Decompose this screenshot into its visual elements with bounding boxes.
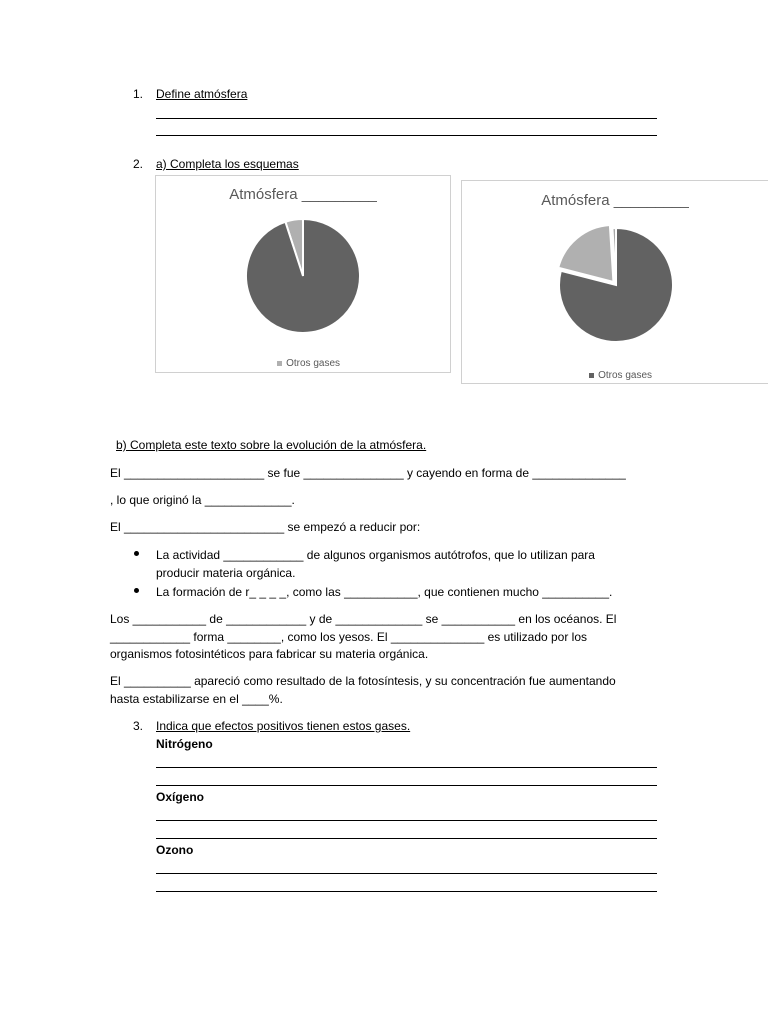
legend-label: Otros gases (286, 358, 341, 369)
paragraph-line: El _____________________ se fue _______________ y cayendo en forma de ______________ (110, 466, 626, 480)
legend-label: Otros gases (598, 370, 653, 381)
q2-number: 2. (133, 157, 144, 171)
paragraph-line: hasta estabilizarse en el ____%. (110, 692, 283, 706)
paragraph-line: Los ___________ de ____________ y de _____________ se ___________ en los océanos. El (110, 612, 617, 626)
answer-line (156, 820, 657, 821)
pie-slice (246, 219, 360, 333)
answer-line (156, 873, 657, 874)
bullet (134, 588, 139, 593)
gas-label-ozono: Ozono (156, 843, 194, 857)
pie-2-slices (558, 225, 673, 342)
q3-number: 3. (133, 719, 144, 733)
chart-legend (462, 359, 768, 392)
bullet-text: La formación de r_ _ _ _, como las ___________, que contienen mucho __________. (156, 585, 613, 599)
q1-number: 1. (133, 87, 144, 101)
pie-chart-1 (155, 175, 451, 373)
chart-title: Atmósfera _________ (541, 192, 689, 209)
answer-line (156, 767, 657, 768)
paragraph-line: El __________ apareció como resultado de la fotosíntesis, y su concentración fue aumentando (110, 674, 616, 688)
gas-label-oxigeno: Oxígeno (156, 790, 205, 804)
answer-line (156, 891, 657, 892)
q1-title: Define atmósfera (156, 87, 248, 101)
paragraph-line: organismos fotosintéticos para fabricar su materia orgánica. (110, 647, 429, 661)
answer-line (156, 135, 657, 136)
bullet (134, 551, 139, 556)
paragraph-line: , lo que originó la _____________. (110, 493, 295, 507)
q2-title: a) Completa los esquemas (156, 157, 299, 171)
partb-title: b) Completa este texto sobre la evolución de la atmósfera. (116, 438, 427, 452)
paragraph-line: El ________________________ se empezó a reducir por: (110, 520, 421, 534)
answer-line (156, 785, 657, 786)
bullet-text: producir materia orgánica. (156, 566, 296, 580)
answer-line (156, 838, 657, 839)
legend-swatch (589, 373, 594, 378)
bullet-text: La actividad ____________ de algunos organismos autótrofos, que lo utilizan para (156, 548, 595, 562)
q3-title: Indica que efectos positivos tienen estos gases. (156, 719, 411, 733)
pie-chart-2 (461, 180, 768, 384)
pie-1-slices (246, 219, 360, 333)
paragraph-line: ____________ forma ________, como los yesos. El ______________ es utilizado por los (110, 630, 588, 644)
gas-label-nitrogeno: Nitrógeno (156, 737, 213, 751)
chart-legend (156, 347, 450, 380)
legend-swatch (277, 361, 282, 366)
answer-line (156, 118, 657, 119)
pie-chart-2-plot (462, 181, 768, 383)
pie-chart-1-plot (156, 176, 450, 372)
chart-title: Atmósfera _________ (229, 186, 377, 203)
